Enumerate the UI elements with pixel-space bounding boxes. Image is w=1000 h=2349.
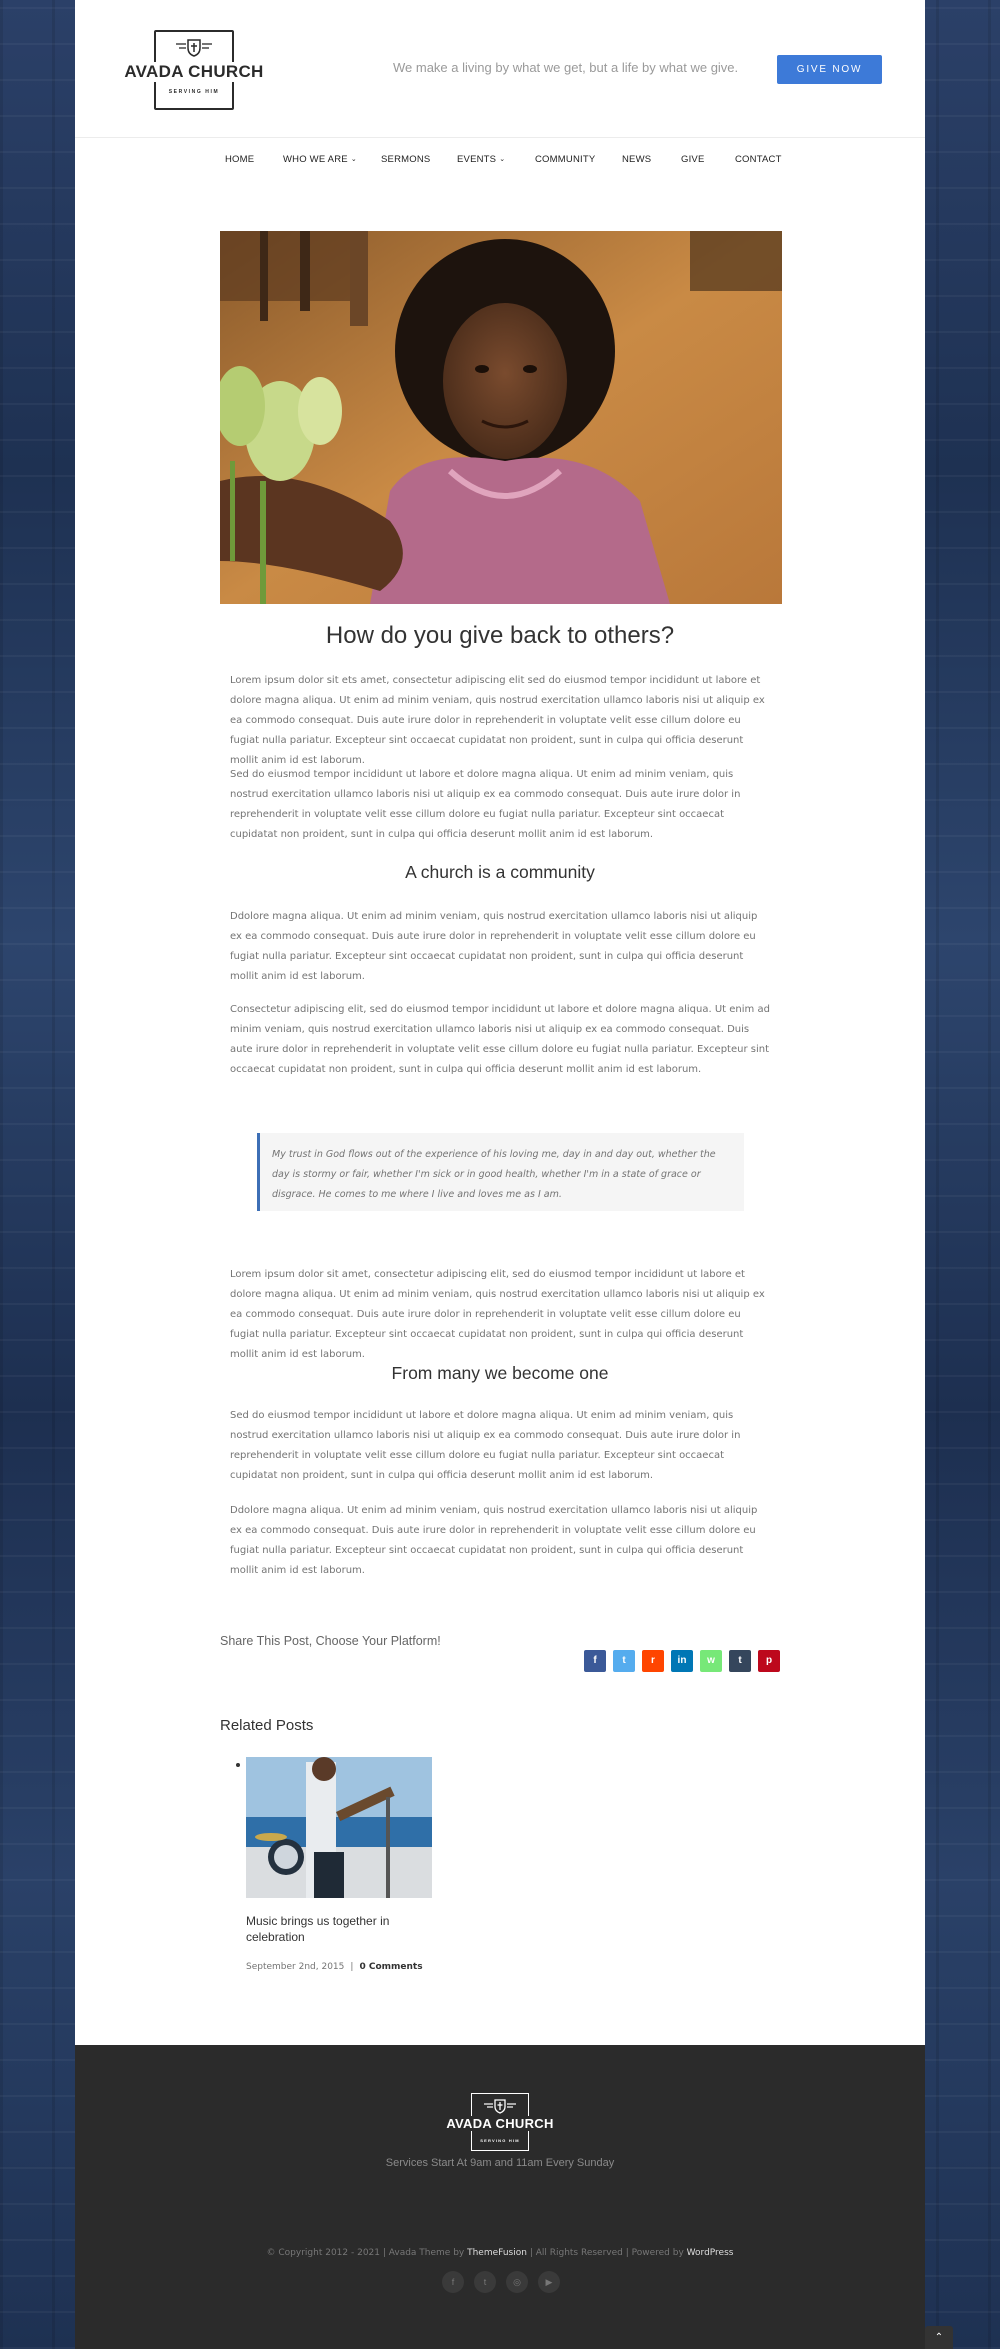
copyright-text: | All Rights Reserved | Powered by <box>526 2248 687 2258</box>
list-bullet <box>236 1763 240 1767</box>
nav-label: SERMONS <box>381 154 431 165</box>
wordpress-link[interactable]: WordPress <box>686 2248 734 2258</box>
shield-emblem-icon <box>482 2098 518 2114</box>
copyright <box>75 2248 925 2258</box>
site-header <box>75 0 925 138</box>
facebook-icon[interactable]: f <box>584 1650 606 1672</box>
twitter-icon[interactable]: t <box>474 2271 496 2293</box>
main-nav <box>75 138 925 184</box>
logo-name: AVADA CHURCH <box>118 62 270 82</box>
meta-separator: | <box>350 1962 354 1972</box>
shield-emblem-icon <box>174 37 214 57</box>
chevron-down-icon: ⌄ <box>499 156 506 163</box>
reddit-icon[interactable]: r <box>642 1650 664 1672</box>
nav-label: COMMUNITY <box>535 154 596 165</box>
post-paragraph: Lorem ipsum dolor sit amet, consectetur adipiscing elit, sed do eiusmod tempor incididunt ut labore et dolore magna aliqua. Ut enim ad minim veniam, quis nostrud exercitation ullamco laboris nisi ut aliquip ex ea commodo consequat. Duis aute irure dolor in reprehenderit in voluptate velit esse cillum dolore eu fugiat nulla pariatur. Excepteur sint occaecat cupidatat non proident, sunt in culpa qui officia deserunt mollit anim id est laborum. <box>230 1269 765 1360</box>
nav-label: EVENTS <box>457 154 497 165</box>
site-footer <box>75 2045 925 2349</box>
nav-item-sermons[interactable] <box>381 154 430 165</box>
chevron-down-icon: ⌄ <box>350 156 357 163</box>
nav-item-news[interactable] <box>622 154 651 165</box>
post-paragraph: Consectetur adipiscing elit, sed do eiusmod tempor incididunt ut labore et dolore magna aliqua. Ut enim ad minim veniam, quis nostrud exercitation ullamco laboris nisi ut aliquip ex ea commodo consequat. Duis aute irure dolor in reprehenderit in voluptate velit esse cillum dolore eu fugiat nulla pariatur. Excepteur sint occaecat cupidatat non proident, sunt in culpa qui officia deserunt mollit anim id est laborum. <box>230 1004 770 1075</box>
post-paragraph: Lorem ipsum dolor sit ets amet, consectetur adipiscing elit sed do eiusmod tempor incididunt ut labore et dolore magna aliqua. Ut enim ad minim veniam, quis nostrud exercitation ullamco laboris nisi ut aliquip ex ea commodo consequat. Duis aute irure dolor in reprehenderit in voluptate velit esse cillum dolore eu fugiat nulla pariatur. Excepteur sint occaecat cupidatat non proident, sunt in culpa qui officia deserunt mollit anim id est laborum. <box>230 675 765 766</box>
page-container <box>75 0 925 2349</box>
nav-item-events[interactable] <box>457 154 505 165</box>
blockquote: My trust in God flows out of the experience of his loving me, day in and day out, whether the day is stormy or fair, whether I'm sick or in good health, whether I'm in a state of grace or disgrace. He comes to me where I live and loves me as I am. <box>257 1133 744 1211</box>
nav-item-home[interactable] <box>225 154 254 165</box>
logo-tagline: SERVING HIM <box>168 89 220 95</box>
post-title: How do you give back to others? <box>325 622 675 649</box>
nav-label: WHO WE ARE <box>283 154 348 165</box>
post-paragraph: Sed do eiusmod tempor incididunt ut labore et dolore magna aliqua. Ut enim ad minim veniam, quis nostrud exercitation ullamco laboris nisi ut aliquip ex ea commodo consequat. Duis aute irure dolor in reprehenderit in voluptate velit esse cillum dolore eu fugiat nulla pariatur. Excepteur sint occaecat cupidatat non proident, sunt in culpa qui officia deserunt mollit anim id est laborum. <box>230 769 741 840</box>
post-paragraph: Ddolore magna aliqua. Ut enim ad minim veniam, quis nostrud exercitation ullamco laboris nisi ut aliquip ex ea commodo consequat. Duis aute irure dolor in reprehenderit in voluptate velit esse cillum dolore eu fugiat nulla pariatur. Excepteur sint occaecat cupidatat non proident, sunt in culpa qui officia deserunt mollit anim id est laborum. <box>230 911 758 982</box>
post-paragraph: Ddolore magna aliqua. Ut enim ad minim veniam, quis nostrud exercitation ullamco laboris nisi ut aliquip ex ea commodo consequat. Duis aute irure dolor in reprehenderit in voluptate velit esse cillum dolore eu fugiat nulla pariatur. Excepteur sint occaecat cupidatat non proident, sunt in culpa qui officia deserunt mollit anim id est laborum. <box>230 1505 758 1576</box>
nav-label: HOME <box>225 154 255 165</box>
give-now-button[interactable]: GIVE NOW <box>777 55 882 84</box>
copyright-text: © Copyright 2012 - 2021 | Avada Theme by <box>266 2248 468 2258</box>
section-heading: From many we become one <box>391 1363 609 1383</box>
post-date: September 2nd, 2015 <box>246 1962 345 1972</box>
twitter-icon[interactable]: t <box>613 1650 635 1672</box>
nav-item-contact[interactable] <box>735 154 782 165</box>
nav-label: CONTACT <box>735 154 782 165</box>
section-heading: A church is a community <box>405 862 595 882</box>
post-paragraph: Sed do eiusmod tempor incididunt ut labore et dolore magna aliqua. Ut enim ad minim veniam, quis nostrud exercitation ullamco laboris nisi ut aliquip ex ea commodo consequat. Duis aute irure dolor in reprehenderit in voluptate velit esse cillum dolore eu fugiat nulla pariatur. Excepteur sint occaecat cupidatat non proident, sunt in culpa qui officia deserunt mollit anim id est laborum. <box>230 1410 741 1481</box>
footer-logo-tagline: SERVING HIM <box>480 2138 520 2143</box>
share-label: Share This Post, Choose Your Platform! <box>220 1634 441 1648</box>
youtube-icon[interactable]: ▶ <box>538 2271 560 2293</box>
service-times: Services Start At 9am and 11am Every Sunday <box>385 2157 615 2169</box>
facebook-icon[interactable]: f <box>442 2271 464 2293</box>
featured-image <box>220 231 782 604</box>
related-post-title[interactable]: Music brings us together in celebration <box>246 1914 390 1944</box>
pinterest-icon[interactable]: p <box>758 1650 780 1672</box>
tumblr-icon[interactable]: t <box>729 1650 751 1672</box>
whatsapp-icon[interactable]: w <box>700 1650 722 1672</box>
footer-logo-text: AVADA CHURCH <box>446 2116 554 2131</box>
nav-item-community[interactable] <box>535 154 595 165</box>
footer-logo-name[interactable] <box>75 2116 925 2131</box>
comments-link[interactable]: 0 Comments <box>359 1962 423 1972</box>
site-logo[interactable] <box>118 30 270 110</box>
linkedin-icon[interactable]: in <box>671 1650 693 1672</box>
back-to-top-button[interactable]: ⌃ <box>925 2326 953 2349</box>
themefusion-link[interactable]: ThemeFusion <box>467 2248 527 2258</box>
nav-label: GIVE <box>681 154 705 165</box>
header-tagline: We make a living by what we get, but a life by what we give. <box>393 60 739 75</box>
related-post-thumbnail[interactable] <box>246 1757 432 1898</box>
related-posts-heading: Related Posts <box>220 1717 314 1734</box>
instagram-icon[interactable]: ◎ <box>506 2271 528 2293</box>
nav-item-give[interactable] <box>681 154 705 165</box>
nav-label: NEWS <box>622 154 652 165</box>
nav-item-who-we-are[interactable] <box>283 154 357 165</box>
related-post-meta <box>246 1962 423 1972</box>
